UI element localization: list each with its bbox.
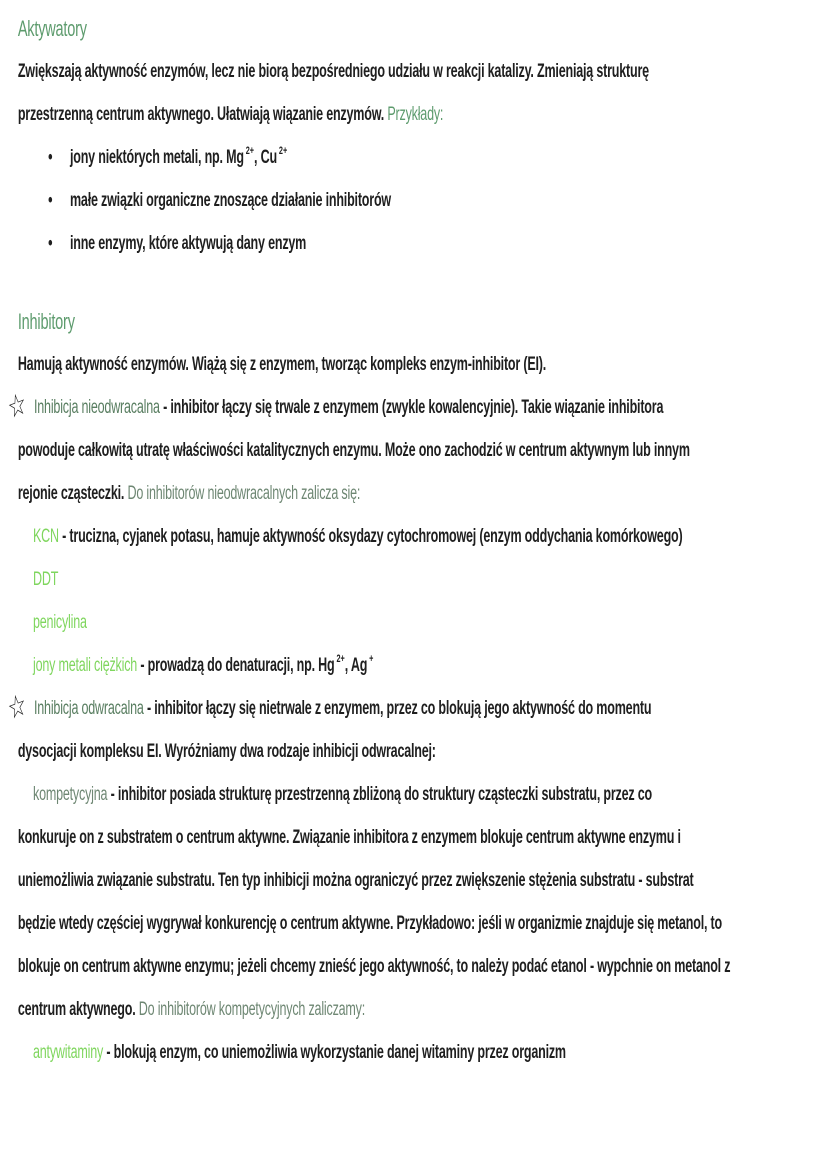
text-segment: , Ag xyxy=(344,655,368,676)
text-segment: Przykłady: xyxy=(387,104,444,125)
spacer xyxy=(18,265,828,300)
text-segment: , Cu xyxy=(254,147,277,168)
text-line xyxy=(18,945,828,988)
text-segment: Do inhibitorów nieodwracalnych zalicza się: xyxy=(127,483,361,504)
superscript: 2+ xyxy=(278,145,288,157)
text-segment: centrum aktywnego. xyxy=(17,999,139,1020)
bullet-icon: • xyxy=(48,190,53,211)
text-segment: blokuje on centrum aktywne enzymu; jeżeli chcemy znieść jego aktywność, to należy podać etanol - wypchnie on metanol z xyxy=(17,956,731,977)
definition-item xyxy=(18,601,828,644)
text-segment: powoduje całkowitą utratę właściwości katalitycznych enzymu. Może ono zachodzić w centrum aktywnym lub innym xyxy=(17,440,690,461)
text-line xyxy=(18,988,828,1031)
star-icon: ☆ xyxy=(5,385,29,426)
text-segment: - prowadzą do denaturacji, np. Hg xyxy=(137,655,335,676)
text-segment: Aktywatory xyxy=(17,16,87,41)
text-segment: konkuruje on z substratem o centrum aktywne. Związanie inhibitora z enzymem blokuje centrum aktywne enzymu i xyxy=(17,827,681,848)
text-segment: przestrzenną centrum aktywnego. Ułatwiają wiązanie enzymów. xyxy=(17,104,388,125)
bullet-item xyxy=(18,136,828,179)
text-segment: jony metali ciężkich xyxy=(33,655,138,676)
text-segment: Hamują aktywność enzymów. Wiążą się z enzymem, tworząc kompleks enzym-inhibitor (EI). xyxy=(17,354,547,375)
text-segment: będzie wtedy częściej wygrywał konkurencję o centrum aktywne. Przykładowo: jeśli w organizmie znajduje się metanol, to xyxy=(17,913,722,934)
text-line xyxy=(18,429,828,472)
text-line xyxy=(18,50,828,93)
definition-item xyxy=(18,558,828,601)
bullet-icon: • xyxy=(48,233,53,254)
text-line xyxy=(18,902,828,945)
text-line xyxy=(18,816,828,859)
text-segment: Zwiększają aktywność enzymów, lecz nie biorą bezpośredniego udziału w reakcji katalizy. Zmieniają strukturę xyxy=(17,61,649,82)
text-segment: kompetycyjna xyxy=(33,784,108,805)
text-line xyxy=(18,343,828,386)
text-segment: Inhibicja nieodwracalna xyxy=(33,397,160,418)
superscript: + xyxy=(369,653,374,665)
text-segment: - inhibitor posiada strukturę przestrzenną zbliżoną do struktury cząsteczki substratu, przez co xyxy=(107,784,652,805)
definition-item xyxy=(18,1031,828,1074)
text-segment: Inhibicja odwracalna xyxy=(33,698,144,719)
superscript: 2+ xyxy=(245,145,255,157)
text-segment: jony niektórych metali, np. Mg xyxy=(69,147,244,168)
superscript: 2+ xyxy=(336,653,345,665)
text-line xyxy=(18,730,828,773)
bullet-icon: • xyxy=(48,147,53,168)
starred-definition xyxy=(5,686,828,730)
text-segment: Do inhibitorów kompetycyjnych zaliczamy: xyxy=(138,999,366,1020)
star-icon: ☆ xyxy=(5,686,29,727)
text-segment: - inhibitor łączy się nietrwale z enzymem, przez co blokują jego aktywność do momentu xyxy=(143,698,652,719)
text-segment: dysocjacji kompleksu EI. Wyróżniamy dwa rodzaje inhibicji odwracalnej: xyxy=(17,741,436,762)
text-line xyxy=(18,472,828,515)
bullet-item xyxy=(18,179,828,222)
text-line xyxy=(18,93,828,136)
text-segment: małe związki organiczne znoszące działanie inhibitorów xyxy=(69,190,391,211)
text-segment: uniemożliwia związanie substratu. Ten typ inhibicji można ograniczyć przez zwiększenie stężenia substratu - substrat xyxy=(17,870,694,891)
text-segment: Inhibitory xyxy=(17,309,75,334)
starred-definition xyxy=(5,385,828,429)
text-segment: KCN xyxy=(33,526,59,547)
section-heading xyxy=(18,7,828,50)
definition-item xyxy=(18,644,828,687)
text-segment: antywitaminy xyxy=(33,1042,104,1063)
section-heading xyxy=(18,300,828,343)
definition-item xyxy=(18,773,828,816)
bullet-item xyxy=(18,222,828,265)
definition-item xyxy=(18,515,828,558)
text-segment: - trucizna, cyjanek potasu, hamuje aktywność oksydazy cytochromowej (enzym oddychania komórkowego) xyxy=(58,526,683,547)
text-segment: - inhibitor łączy się trwale z enzymem (zwykle kowalencyjnie). Takie wiązanie inhibitora xyxy=(159,397,664,418)
text-segment: penicylina xyxy=(33,612,87,633)
text-line xyxy=(18,859,828,902)
text-segment: rejonie cząsteczki. xyxy=(17,483,128,504)
text-segment: DDT xyxy=(33,569,59,590)
text-segment: - blokują enzym, co uniemożliwia wykorzystanie danej witaminy przez organizm xyxy=(103,1042,566,1063)
text-segment: inne enzymy, które aktywują dany enzym xyxy=(69,233,307,254)
